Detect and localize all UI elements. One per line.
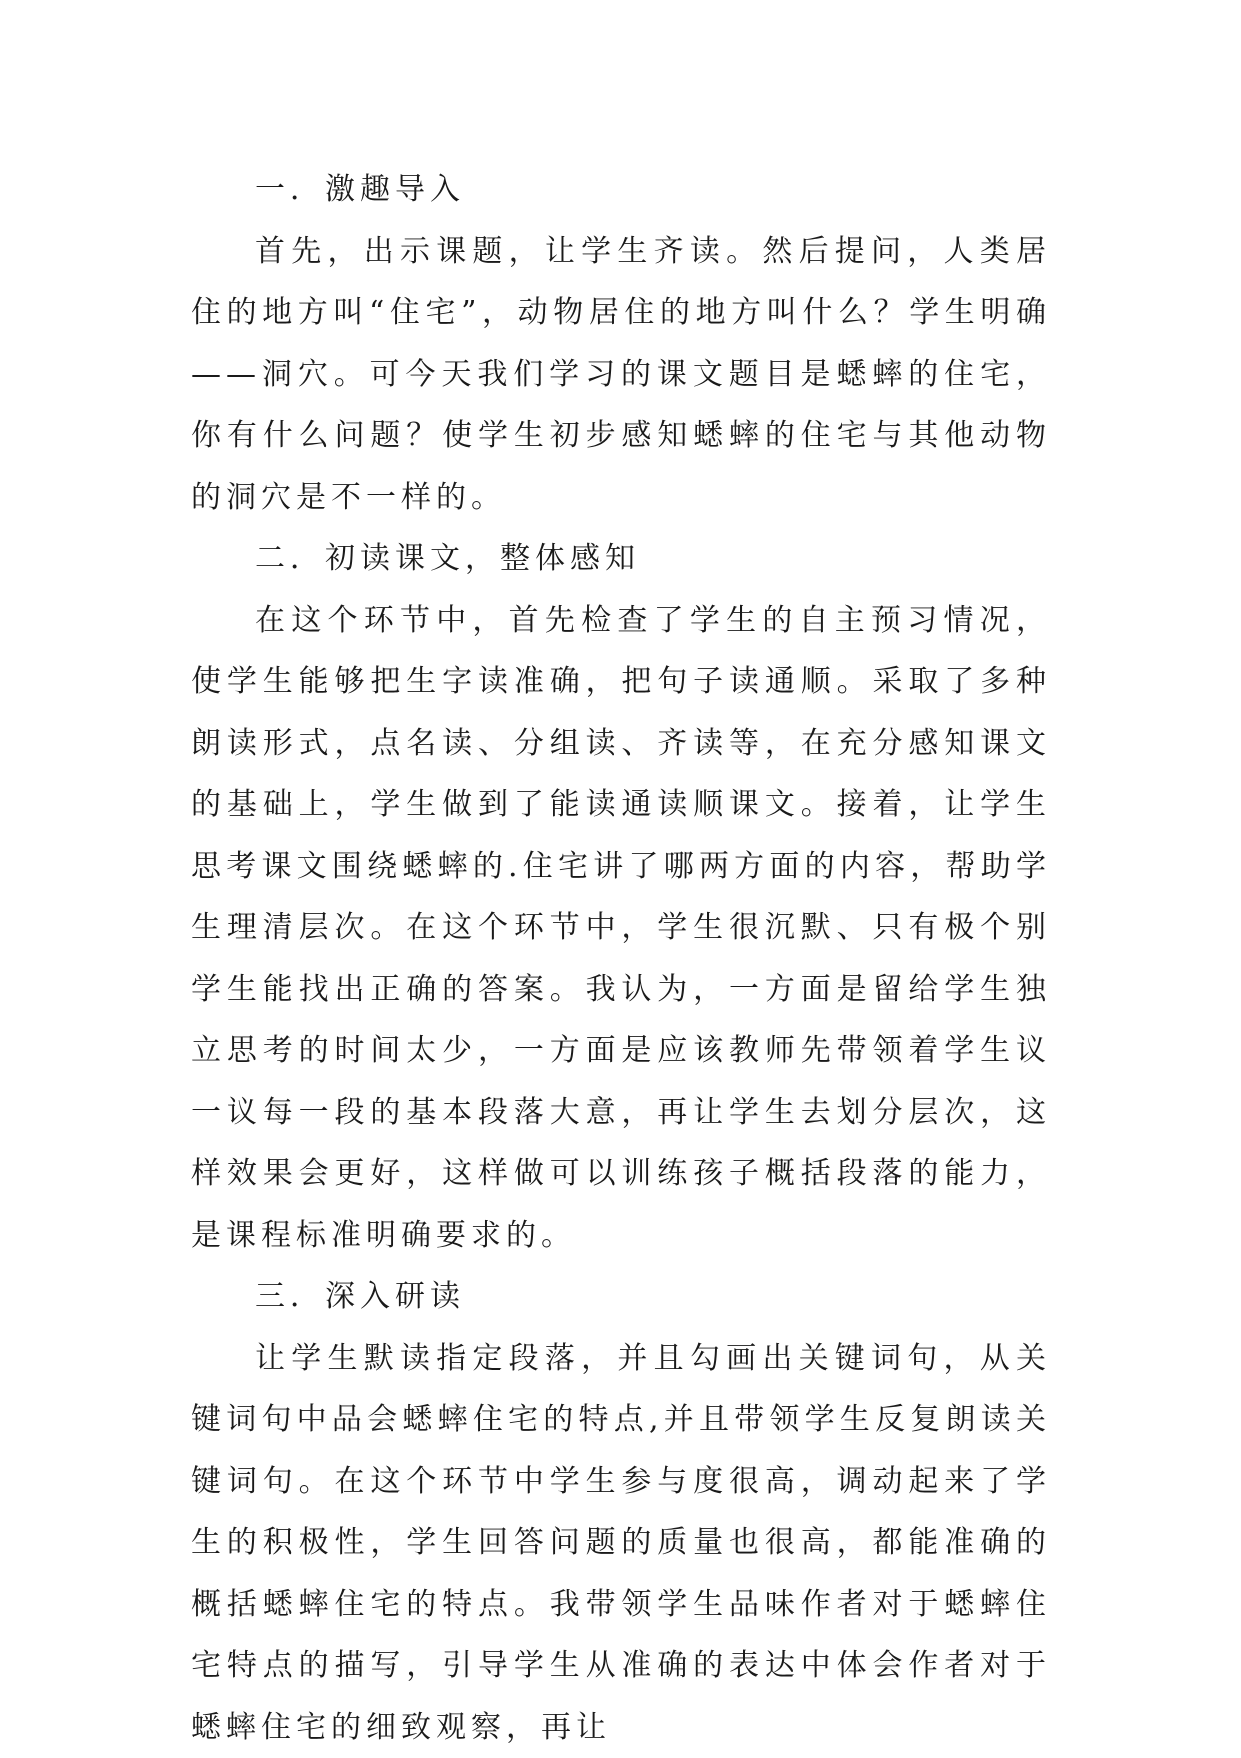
section-heading: 一．激趣导入 <box>191 159 1051 221</box>
section-heading: 三．深入研读 <box>191 1266 1051 1328</box>
paragraph: 在这个环节中，首先检查了学生的自主预习情况，使学生能够把生字读准确，把句子读通顺。采取了多种朗读形式，点名读、分组读、齐读等，在充分感知课文的基础上，学生做到了能读通读顺课文。接着，让学生思考课文围绕蟋蟀的.住宅讲了哪两方面的内容，帮助学生理清层次。在这个环节中，学生很沉默、只有极个别学生能找出正确的答案。我认为，一方面是留给学生独立思考的时间太少，一方面是应该教师先带领着学生议一议每一段的基本段落大意，再让学生去划分层次，这样效果会更好，这样做可以训练孩子概括段落的能力，是课程标准明确要求的。 <box>191 590 1051 1267</box>
section-heading: 二．初读课文，整体感知 <box>191 528 1051 590</box>
document-body <box>191 159 1051 1758</box>
paragraph: 首先，出示课题，让学生齐读。然后提问，人类居住的地方叫“住宅”，动物居住的地方叫什么？学生明确——洞穴。可今天我们学习的课文题目是蟋蟀的住宅，你有什么问题？使学生初步感知蟋蟀的住宅与其他动物的洞穴是不一样的。 <box>191 221 1051 529</box>
paragraph: 让学生默读指定段落，并且勾画出关键词句，从关键词句中品会蟋蟀住宅的特点,并且带领学生反复朗读关键词句。在这个环节中学生参与度很高，调动起来了学生的积极性，学生回答问题的质量也很高，都能准确的概括蟋蟀住宅的特点。我带领学生品味作者对于蟋蟀住宅特点的描写，引导学生从准确的表达中体会作者对于蟋蟀住宅的细致观察，再让 <box>191 1328 1051 1758</box>
